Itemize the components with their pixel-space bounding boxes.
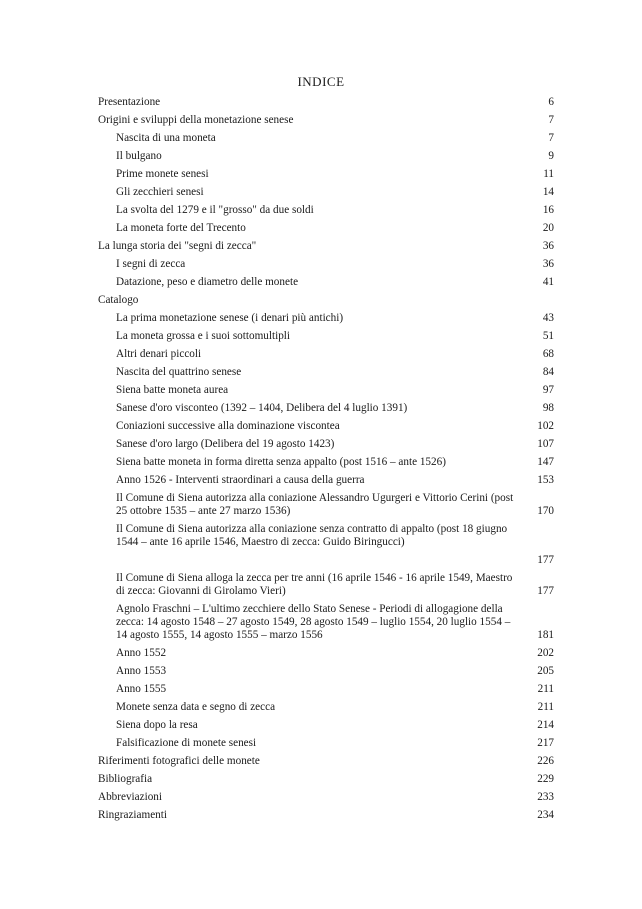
toc-entry-title: La prima monetazione senese (i denari più antichi): [116, 311, 344, 324]
toc-entry-title: Falsificazione di monete senesi: [116, 736, 257, 749]
toc-section-entry: [98, 770, 554, 788]
toc-section-entry: [98, 291, 554, 309]
toc-subsection-entry: [98, 600, 554, 644]
toc-subsection-entry: [98, 435, 554, 453]
toc-entry-page-number: 217: [537, 736, 554, 749]
toc-subsection-entry: [98, 471, 554, 489]
toc-subsection-entry: [98, 165, 554, 183]
toc-section-entry: [98, 237, 554, 255]
toc-entry-title: Sanese d'oro visconteo (1392 – 1404, Delibera del 4 luglio 1391): [116, 401, 408, 414]
toc-entry-page-number: 16: [542, 203, 554, 216]
toc-entry-page-number: 7: [548, 131, 554, 144]
toc-subsection-entry: [98, 273, 554, 291]
toc-entry-page-number: 68: [542, 347, 554, 360]
toc-subsection-entry: [98, 662, 554, 680]
toc-entry-title: Nascita del quattrino senese: [116, 365, 242, 378]
toc-entry-page-number: 36: [542, 257, 554, 270]
toc-entry-title: Il bulgano: [116, 149, 162, 162]
toc-entry-title: Riferimenti fotografici delle monete: [98, 754, 260, 767]
toc-entry-title: Bibliografia: [98, 772, 153, 785]
toc-entry-page-number: 147: [537, 455, 554, 468]
toc-entry-title: Anno 1555: [116, 682, 167, 695]
toc-entry-title: Altri denari piccoli: [116, 347, 202, 360]
toc-entry-title: Anno 1553: [116, 664, 167, 677]
toc-subsection-entry: [98, 734, 554, 752]
toc-subsection-entry: [98, 716, 554, 734]
toc-entry-page-number: 170: [537, 504, 554, 517]
toc-entry-title: Il Comune di Siena alloga la zecca per tre anni (16 aprile 1546 - 16 aprile 1549, Maestro di zecca: Giovanni di Girolamo Vieri): [116, 571, 513, 597]
toc-entry-page-number: 102: [537, 419, 554, 432]
toc-entry-title: La lunga storia dei "segni di zecca": [98, 239, 257, 252]
toc-entry-title: Siena dopo la resa: [116, 718, 198, 731]
toc-entry-page-number: 84: [542, 365, 554, 378]
toc-entry-title: Presentazione: [98, 95, 161, 108]
toc-entry-title: Origini e sviluppi della monetazione senese: [98, 113, 294, 126]
toc-entry-page-number: 107: [537, 437, 554, 450]
toc-subsection-entry: [98, 569, 554, 600]
toc-subsection-entry: [98, 399, 554, 417]
toc-entry-page-number: 14: [542, 185, 554, 198]
toc-entry-page-number: 7: [548, 113, 554, 126]
toc-entry-page-number: 6: [548, 95, 554, 108]
toc-entry-title: Catalogo: [98, 293, 139, 306]
toc-entry-page-number: 97: [542, 383, 554, 396]
toc-section-entry: [98, 752, 554, 770]
toc-entry-title: Anno 1526 - Interventi straordinari a causa della guerra: [116, 473, 365, 486]
toc-entry-page-number: 226: [537, 754, 554, 767]
toc-subsection-entry: [98, 255, 554, 273]
toc-entry-title: Nascita di una moneta: [116, 131, 216, 144]
toc-section-entry: [98, 806, 554, 824]
toc-entry-title: Siena batte moneta in forma diretta senza appalto (post 1516 – ante 1526): [116, 455, 446, 468]
toc-entry-title: I segni di zecca: [116, 257, 186, 270]
toc-subsection-entry: [98, 417, 554, 435]
toc-entry-page-number: 11: [543, 167, 554, 180]
toc-subsection-entry: [98, 520, 554, 569]
toc-subsection-entry: [98, 201, 554, 219]
toc-entry-page-number: 214: [537, 718, 554, 731]
toc-entry-page-number: 51: [542, 329, 554, 342]
toc-entry-title: Anno 1552: [116, 646, 167, 659]
toc-entry-title: Prime monete senesi: [116, 167, 209, 180]
toc-subsection-entry: [98, 698, 554, 716]
toc-subsection-entry: [98, 644, 554, 662]
toc-subsection-entry: [98, 327, 554, 345]
toc-subsection-entry: [98, 219, 554, 237]
toc-entry-page-number: 177: [537, 584, 554, 597]
toc-subsection-entry: [98, 453, 554, 471]
toc-subsection-entry: [98, 363, 554, 381]
toc-entry-title: Il Comune di Siena autorizza alla coniazione Alessandro Ugurgeri e Vittorio Cerini (post 25 ottobre 1535 – ante 27 marzo 1536): [116, 491, 514, 517]
toc-entry-title: Gli zecchieri senesi: [116, 185, 204, 198]
toc-entry-page-number: 211: [537, 682, 554, 695]
toc-section-entry: [98, 788, 554, 806]
toc-entry-title: La moneta forte del Trecento: [116, 221, 246, 234]
toc-entry-page-number: 20: [542, 221, 554, 234]
table-of-contents: [98, 93, 554, 824]
toc-subsection-entry: [98, 129, 554, 147]
toc-subsection-entry: [98, 147, 554, 165]
toc-entry-page-number: 181: [537, 628, 554, 641]
toc-entry-page-number: 98: [542, 401, 554, 414]
toc-entry-page-number: 205: [537, 664, 554, 677]
toc-section-entry: [98, 111, 554, 129]
toc-entry-title: Abbreviazioni: [98, 790, 162, 803]
toc-subsection-entry: [98, 345, 554, 363]
toc-subsection-entry: [98, 309, 554, 327]
toc-entry-title: Agnolo Fraschni – L'ultimo zecchiere dello Stato Senese - Periodi di allogagione della zecca: 14 agosto 1548 – 27 agosto 1549, 28 agosto 1549 – luglio 1554, 20 luglio 1554 – 14 agosto 1555, 14 agosto 1555 – marzo 1556: [116, 602, 511, 641]
toc-entry-title: Il Comune di Siena autorizza alla coniazione senza contratto di appalto (post 18 giugno 1544 – ante 16 aprile 1546, Maestro di zecca: Guido Biringucci): [116, 522, 508, 548]
toc-entry-page-number: 229: [537, 772, 554, 785]
toc-entry-page-number: 211: [537, 700, 554, 713]
toc-entry-title: Siena batte moneta aurea: [116, 383, 229, 396]
toc-entry-page-number: 43: [542, 311, 554, 324]
toc-entry-title: Monete senza data e segno di zecca: [116, 700, 276, 713]
toc-entry-title: Sanese d'oro largo (Delibera del 19 agosto 1423): [116, 437, 335, 450]
toc-subsection-entry: [98, 381, 554, 399]
toc-subsection-entry: [98, 489, 554, 520]
toc-entry-title: La moneta grossa e i suoi sottomultipli: [116, 329, 291, 342]
toc-entry-title: Ringraziamenti: [98, 808, 167, 821]
toc-entry-page-number: 41: [542, 275, 554, 288]
toc-section-entry: [98, 93, 554, 111]
toc-entry-page-number: 177: [537, 553, 554, 566]
toc-entry-page-number: 234: [537, 808, 554, 821]
toc-entry-title: Coniazioni successive alla dominazione viscontea: [116, 419, 340, 432]
toc-subsection-entry: [98, 183, 554, 201]
toc-entry-page-number: 36: [542, 239, 554, 252]
toc-entry-page-number: 153: [537, 473, 554, 486]
toc-entry-title: La svolta del 1279 e il "grosso" da due soldi: [116, 203, 314, 216]
toc-entry-page-number: 202: [537, 646, 554, 659]
toc-entry-page-number: 9: [548, 149, 554, 162]
toc-entry-title: Datazione, peso e diametro delle monete: [116, 275, 299, 288]
toc-entry-page-number: 233: [537, 790, 554, 803]
toc-subsection-entry: [98, 680, 554, 698]
page-title: INDICE: [297, 74, 345, 89]
